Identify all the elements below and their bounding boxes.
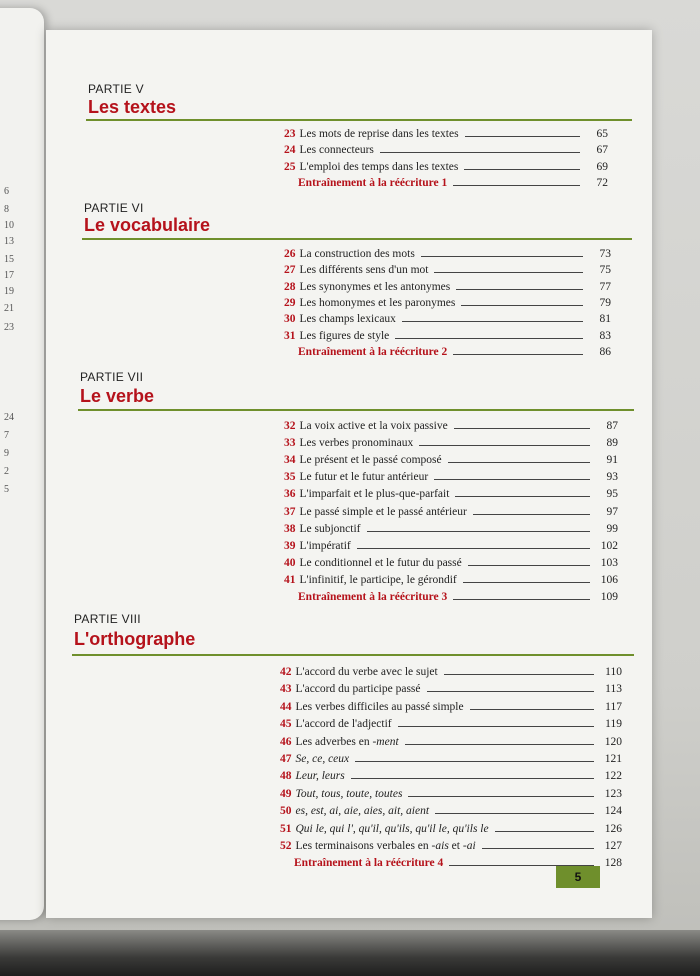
chapter-title-italic: -ment [372, 735, 399, 748]
chapter-number: 30 [284, 313, 296, 326]
chapter-number: 26 [284, 248, 296, 260]
chapter-title [300, 437, 414, 449]
chapter-title-text: La construction des mots [299, 248, 415, 260]
chapter-title-text: Le conditionnel et le futur du passé [299, 556, 462, 569]
chapter-title [296, 683, 421, 695]
chapter-title-text: Entraînement à la réécriture 4 [294, 857, 444, 870]
chapter-title-text: Les adverbes en [295, 735, 373, 748]
left-page-edge [0, 8, 44, 920]
toc-entry [284, 557, 618, 569]
page-ref: 109 [600, 591, 618, 603]
part-label: PARTIE VII [80, 370, 144, 384]
page-ref: 113 [605, 683, 622, 696]
toc-entry [280, 788, 622, 800]
chapter-number: 50 [280, 805, 292, 818]
left-page-number: 9 [4, 448, 9, 459]
page-ref: 79 [599, 296, 611, 309]
chapter-title [296, 701, 464, 713]
page-ref: 127 [604, 840, 622, 852]
chapter-number: 28 [284, 280, 296, 293]
chapter-number: 49 [280, 787, 292, 800]
leader-line [367, 531, 591, 532]
toc-entry [280, 666, 622, 678]
training-entry [298, 346, 611, 358]
toc-entry [284, 574, 618, 586]
chapter-title [300, 161, 459, 173]
chapter-title-text: Le futur et le futur antérieur [299, 471, 429, 484]
chapter-number: 34 [284, 454, 296, 467]
chapter-title-text: Le présent et le passé composé [299, 454, 442, 467]
chapter-title-text: Qui le, qui l', qu'il, qu'ils, qu'il le, qu'ils le [295, 822, 489, 835]
page-ref: 128 [604, 857, 622, 870]
leader-line [453, 354, 583, 355]
toc-entry [284, 264, 611, 276]
leader-line [495, 831, 594, 832]
page-ref: 73 [599, 248, 611, 260]
page-ref: 106 [600, 573, 618, 586]
page-ref: 93 [606, 471, 618, 484]
chapter-title-text: Les figures de style [299, 329, 390, 342]
toc-page [46, 30, 652, 918]
chapter-title [296, 823, 489, 835]
chapter-title-text: Entraînement à la réécriture 1 [298, 176, 448, 189]
toc-entry [284, 420, 618, 432]
part-title: Le verbe [80, 386, 155, 406]
page-ref: 123 [604, 787, 622, 800]
training-title [298, 591, 447, 603]
chapter-title [300, 313, 396, 325]
chapter-title-text: Les synonymes et les antonymes [299, 280, 451, 293]
leader-line [456, 289, 583, 290]
toc-entry [284, 281, 611, 293]
chapter-title [300, 488, 450, 500]
chapter-title [300, 297, 456, 309]
leader-line [402, 321, 583, 322]
toc-entry [284, 144, 608, 156]
page-ref: 117 [605, 700, 622, 713]
toc-entry [284, 506, 618, 518]
page-number-badge: 5 [556, 866, 600, 888]
left-page-number: 19 [4, 286, 14, 297]
page-ref: 77 [599, 280, 611, 293]
chapter-title [300, 557, 462, 569]
chapter-number: 40 [284, 556, 296, 569]
chapter-title-text: Le subjonctif [299, 522, 361, 535]
training-entry [298, 591, 618, 603]
leader-line [395, 338, 583, 339]
leader-line [398, 726, 594, 727]
chapter-title [300, 523, 361, 535]
chapter-title [300, 128, 459, 140]
page-ref: 65 [596, 128, 608, 140]
chapter-title [296, 753, 350, 765]
chapter-title-text: Les terminaisons verbales en [295, 840, 432, 852]
chapter-number: 47 [280, 753, 292, 765]
chapter-title [300, 281, 451, 293]
chapter-title-text: La voix active et la voix passive [299, 420, 448, 432]
page-ref: 72 [596, 176, 608, 189]
page-ref: 121 [604, 753, 622, 765]
part-divider-rule [72, 654, 634, 656]
page-ref: 81 [599, 313, 611, 326]
training-title [298, 346, 447, 358]
leader-line [470, 709, 594, 710]
part-title: Le vocabulaire [84, 215, 211, 235]
toc-entry [280, 736, 622, 748]
leader-line [421, 256, 583, 257]
left-page-number: 21 [4, 303, 14, 314]
leader-line [427, 691, 594, 692]
chapter-title-italic: -ais [431, 840, 449, 852]
left-page-number: 13 [4, 236, 14, 247]
toc-entry [284, 330, 611, 342]
leader-line [448, 462, 590, 463]
chapter-title [296, 805, 430, 817]
toc-entry [280, 840, 622, 852]
chapter-title-text: Le passé simple et le passé antérieur [299, 505, 467, 518]
leader-line [468, 565, 590, 566]
chapter-number: 41 [284, 573, 296, 586]
chapter-title-text: L'impératif [299, 539, 351, 552]
leader-line [355, 761, 594, 762]
part-divider-rule [78, 409, 634, 411]
leader-line [461, 305, 583, 306]
leader-line [380, 152, 580, 153]
chapter-title [296, 666, 438, 678]
chapter-number: 44 [280, 700, 292, 713]
left-page-number: 2 [4, 466, 9, 477]
chapter-title-text: Les différents sens d'un mot [299, 264, 429, 277]
training-title [294, 857, 443, 869]
leader-line [419, 445, 590, 446]
training-entry [298, 177, 608, 189]
chapter-number: 36 [284, 488, 296, 501]
part-label: PARTIE VIII [74, 612, 141, 626]
chapter-title-text: L'accord de l'adjectif [295, 718, 392, 731]
page-ref: 103 [600, 556, 618, 569]
leader-line [453, 185, 580, 186]
chapter-title-text: Entraînement à la réécriture 3 [298, 591, 448, 603]
leader-line [455, 496, 590, 497]
chapter-number: 43 [280, 683, 292, 696]
chapter-title-text: Les connecteurs [299, 144, 374, 157]
toc-entry [284, 297, 611, 309]
chapter-number: 31 [284, 329, 296, 342]
chapter-number: 32 [284, 420, 296, 432]
chapter-title-text: Tout, tous, toute, toutes [295, 787, 403, 800]
chapter-title [300, 454, 442, 466]
chapter-number: 38 [284, 522, 296, 535]
page-ref: 86 [599, 345, 611, 358]
leader-line [482, 848, 594, 849]
chapter-title-text: L'imparfait et le plus-que-parfait [299, 488, 450, 501]
table-shadow [0, 930, 700, 976]
chapter-title [300, 471, 429, 483]
toc-entry [280, 805, 622, 817]
toc-entry [284, 471, 618, 483]
chapter-title [300, 506, 467, 518]
chapter-title-text: L'accord du verbe avec le sujet [295, 666, 438, 678]
leader-line [357, 548, 590, 549]
leader-line [464, 169, 580, 170]
chapter-title [300, 540, 351, 552]
page-ref: 99 [606, 522, 618, 535]
toc-entry [284, 454, 618, 466]
toc-entry [280, 683, 622, 695]
chapter-number: 46 [280, 735, 292, 748]
leader-line [463, 582, 590, 583]
left-page-number: 10 [4, 220, 14, 231]
toc-entry [284, 540, 618, 552]
training-title [298, 177, 447, 189]
chapter-number: 25 [284, 160, 296, 173]
page-ref: 91 [606, 454, 618, 467]
toc-entry [284, 437, 618, 449]
page-ref: 67 [596, 144, 608, 157]
toc-entry [280, 753, 622, 765]
leader-line [408, 796, 594, 797]
toc-entry [284, 248, 611, 260]
part-divider-rule [86, 119, 632, 121]
chapter-title [300, 574, 457, 586]
chapter-title-text: L'infinitif, le participe, le gérondif [299, 573, 457, 586]
chapter-title-text: Les verbes pronominaux [299, 437, 414, 450]
chapter-number: 24 [284, 144, 296, 157]
chapter-title [300, 248, 415, 260]
part-divider-rule [82, 238, 632, 240]
chapter-title-text: Les champs lexicaux [299, 313, 396, 326]
chapter-title [300, 330, 390, 342]
chapter-number: 23 [284, 128, 296, 140]
page-ref: 83 [599, 329, 611, 342]
chapter-number: 37 [284, 505, 296, 518]
chapter-number: 33 [284, 437, 296, 450]
chapter-title-text: L'emploi des temps dans les textes [299, 160, 459, 173]
chapter-title [296, 788, 403, 800]
left-page-number: 15 [4, 254, 14, 265]
page-ref: 69 [596, 160, 608, 173]
page-ref: 124 [604, 805, 622, 818]
page-ref: 97 [606, 505, 618, 518]
toc-entry [284, 488, 618, 500]
chapter-title [300, 264, 429, 276]
toc-entry [280, 770, 622, 782]
chapter-number: 45 [280, 718, 292, 731]
chapter-number: 52 [280, 840, 292, 852]
chapter-title [300, 144, 374, 156]
page-ref: 110 [605, 666, 622, 678]
page-ref: 119 [605, 718, 622, 731]
chapter-number: 39 [284, 539, 296, 552]
chapter-title-text: Les homonymes et les paronymes [299, 296, 456, 309]
leader-line [405, 744, 594, 745]
page-ref: 126 [604, 822, 622, 835]
toc-entry [280, 823, 622, 835]
chapter-title-text: Les mots de reprise dans les textes [299, 128, 459, 140]
chapter-number: 27 [284, 264, 296, 277]
left-page-number: 6 [4, 186, 9, 197]
chapter-title [300, 420, 448, 432]
part-title: L'orthographe [74, 629, 196, 649]
chapter-title [296, 718, 392, 730]
page-ref: 102 [600, 539, 618, 552]
chapter-title-text: Se, ce, ceux [295, 753, 350, 765]
toc-entry [284, 128, 608, 140]
left-page-number: 8 [4, 204, 9, 215]
page-ref: 75 [599, 264, 611, 277]
chapter-title-text: L'accord du participe passé [295, 683, 421, 696]
chapter-number: 42 [280, 666, 292, 678]
part-label: PARTIE VI [84, 201, 144, 215]
leader-line [453, 599, 590, 600]
leader-line [351, 778, 594, 779]
chapter-title [296, 736, 399, 748]
chapter-number: 51 [280, 822, 292, 835]
chapter-number: 48 [280, 770, 292, 783]
chapter-title-text: es, est, ai, aie, aies, ait, aient [295, 805, 430, 818]
toc-entry [280, 718, 622, 730]
chapter-title-text: Les verbes difficiles au passé simple [295, 700, 464, 713]
left-page-number: 5 [4, 484, 9, 495]
page-ref: 122 [604, 770, 622, 783]
chapter-title-text: Leur, leurs [295, 770, 345, 783]
left-page-number: 24 [4, 412, 14, 423]
leader-line [444, 674, 594, 675]
page-ref: 89 [606, 437, 618, 450]
chapter-title [296, 770, 345, 782]
leader-line [473, 514, 590, 515]
part-label: PARTIE V [88, 82, 144, 96]
left-page-number: 23 [4, 322, 14, 333]
leader-line [454, 428, 590, 429]
leader-line [434, 479, 590, 480]
chapter-title [296, 840, 476, 852]
page-ref: 95 [606, 488, 618, 501]
chapter-number: 35 [284, 471, 296, 484]
chapter-title-text: Entraînement à la réécriture 2 [298, 345, 448, 358]
part-title: Les textes [88, 97, 177, 117]
toc-entry [284, 523, 618, 535]
page-ref: 120 [604, 735, 622, 748]
leader-line [434, 272, 583, 273]
leader-line [465, 136, 580, 137]
left-page-number: 7 [4, 430, 9, 441]
leader-line [435, 813, 594, 814]
toc-entry [284, 313, 611, 325]
toc-entry [284, 161, 608, 173]
left-page-number: 17 [4, 270, 14, 281]
page-ref: 87 [606, 420, 618, 432]
chapter-number: 29 [284, 296, 296, 309]
chapter-title-italic: -ai [462, 840, 476, 852]
chapter-title-text: et [448, 840, 463, 852]
toc-entry [280, 701, 622, 713]
